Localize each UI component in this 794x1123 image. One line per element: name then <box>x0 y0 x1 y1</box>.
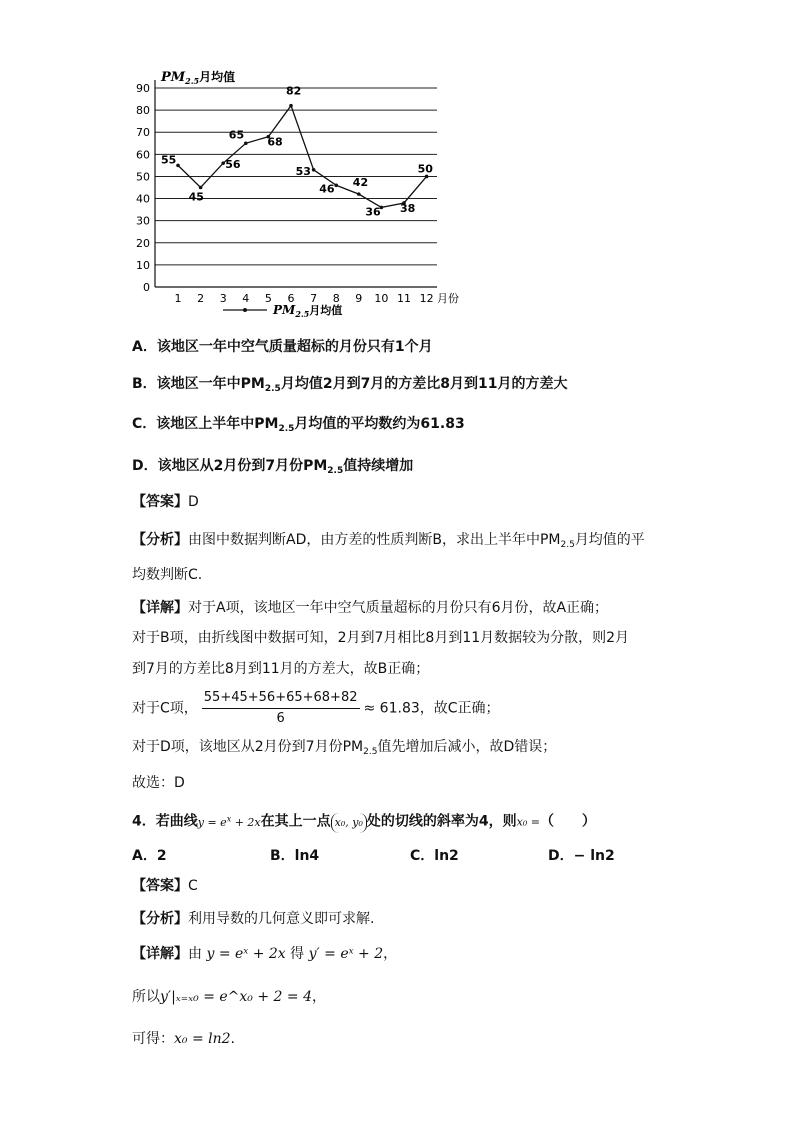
data-label-month-11: 38 <box>400 201 416 215</box>
x-tick-5: 5 <box>264 292 272 305</box>
option-c: C．该地区上半年中$PM_{2.5}$月均值的平均数约为61.83 <box>132 416 465 434</box>
data-label-month-5: 68 <box>267 135 283 149</box>
option-b: B．该地区一年中$PM_{2.5}$月均值2月到7月的方差比8月到11月的方差大 <box>132 376 568 394</box>
q4-answer: 【答案】C <box>132 878 198 894</box>
point-month-2 <box>199 186 203 190</box>
data-label-month-9: 42 <box>352 176 369 190</box>
x-tick-labels <box>175 292 434 305</box>
y-tick-50: 50 <box>136 170 150 184</box>
data-label-month-8: 46 <box>319 182 335 196</box>
option-d: D．该地区从2月份到7月份$PM_{2.5}$值持续增加 <box>132 458 414 476</box>
y-tick-90: 90 <box>136 82 150 95</box>
data-label-month-12: 50 <box>417 162 433 176</box>
y-tick-60: 60 <box>136 148 150 162</box>
data-label-month-10: 36 <box>365 205 381 219</box>
y-axis-title: $PM_{2.5}$月均值 <box>161 70 236 86</box>
x-tick-3: 3 <box>219 292 227 305</box>
y-tick-30: 30 <box>136 214 150 228</box>
x-tick-10: 10 <box>374 292 389 305</box>
point-month-8 <box>334 183 338 187</box>
point-month-9 <box>357 192 361 196</box>
legend-label: $PM_{2.5}$月均值 <box>273 303 343 319</box>
q3-choose: 故选：D <box>132 775 185 791</box>
q4-detail-line3: 可得：x₀ = ln2. <box>132 1031 235 1047</box>
y-tick-70: 70 <box>136 126 150 140</box>
q3-answer: 【答案】D <box>132 494 199 510</box>
q4-analysis: 【分析】利用导数的几何意义即可求解. <box>132 911 375 927</box>
q4-option-a: A．2 <box>132 848 167 864</box>
data-label-month-7: 53 <box>295 164 311 178</box>
data-label-month-3: 56 <box>225 158 241 172</box>
x-axis-title: 月份 <box>437 292 459 305</box>
x-tick-6: 6 <box>287 292 295 305</box>
x-tick-9: 9 <box>355 292 363 305</box>
mean-fraction: $\frac{55+45+56+65+68+82}{6}$ <box>203 690 358 726</box>
q3-analysis-line1: 【分析】由图中数据判断AD，由方差的性质判断B，求出上半年中$PM_{2.5}$月均值的平 <box>132 532 645 550</box>
series-line <box>178 106 427 208</box>
q4-option-b: B．ln4 <box>270 848 320 864</box>
q4-option-d: D．− ln2 <box>548 848 615 864</box>
y-tick-40: 40 <box>136 192 150 206</box>
data-label-month-1: 55 <box>161 153 177 167</box>
y-tick-20: 20 <box>136 236 150 250</box>
q3-detail-line1: 【详解】对于A项，该地区一年中空气质量超标的月份只有6月份，故A正确； <box>132 600 609 616</box>
pm25-line-chart <box>125 62 470 324</box>
data-label-month-2: 45 <box>188 190 204 204</box>
q4-option-c: C．ln2 <box>410 848 459 864</box>
point-month-1 <box>176 164 180 168</box>
q4-detail-line1: 【详解】由 y = eˣ + 2x 得 y′ = eˣ + 2， <box>132 946 398 962</box>
x-tick-4: 4 <box>242 292 250 305</box>
q3-detail-line2: 对于B项，由折线图中数据可知，2月到7月相比8月到11月数据较为分散，则2月 <box>132 630 630 646</box>
x-tick-11: 11 <box>397 292 411 305</box>
q3-detail-line4: 对于C项， $\frac{55+45+56+65+68+82}{6}$ ≈ 61.83，故C正确； <box>132 688 500 729</box>
y-tick-labels <box>136 82 150 294</box>
point-month-7 <box>312 168 316 172</box>
data-label-month-6: 82 <box>286 84 302 98</box>
y-tick-10: 10 <box>136 258 150 272</box>
chart-legend <box>223 303 342 319</box>
q3-detail-line5: 对于D项，该地区从2月份到7月份$PM_{2.5}$值先增加后减小，故D错误； <box>132 739 557 757</box>
legend-marker <box>243 308 247 312</box>
point-month-4 <box>244 141 248 145</box>
y-tick-0: 0 <box>143 281 150 294</box>
x-tick-8: 8 <box>332 292 340 305</box>
q4-detail-line2: 所以y′|ₓ₌ₓ₀ = e^x₀ + 2 = 4， <box>132 989 326 1005</box>
q3-analysis-line2: 均数判断C. <box>132 567 203 583</box>
x-tick-12: 12 <box>419 292 434 305</box>
y-tick-80: 80 <box>136 104 150 118</box>
option-a: A．该地区一年中空气质量超标的月份只有1个月 <box>132 339 433 355</box>
data-label-month-4: 65 <box>228 128 245 142</box>
x-tick-2: 2 <box>197 292 205 305</box>
q3-detail-line3: 到7月的方差比8月到11月的方差大，故B正确； <box>132 661 430 677</box>
point-month-6 <box>289 104 293 108</box>
x-tick-1: 1 <box>174 292 182 305</box>
series-points <box>176 104 428 209</box>
q4-stem: 4．若曲线$y = e^x + 2x$在其上一点 x₀, y₀ 处的切线的斜率为4，则x₀ =（ ） <box>132 809 596 833</box>
x-tick-7: 7 <box>310 292 318 305</box>
